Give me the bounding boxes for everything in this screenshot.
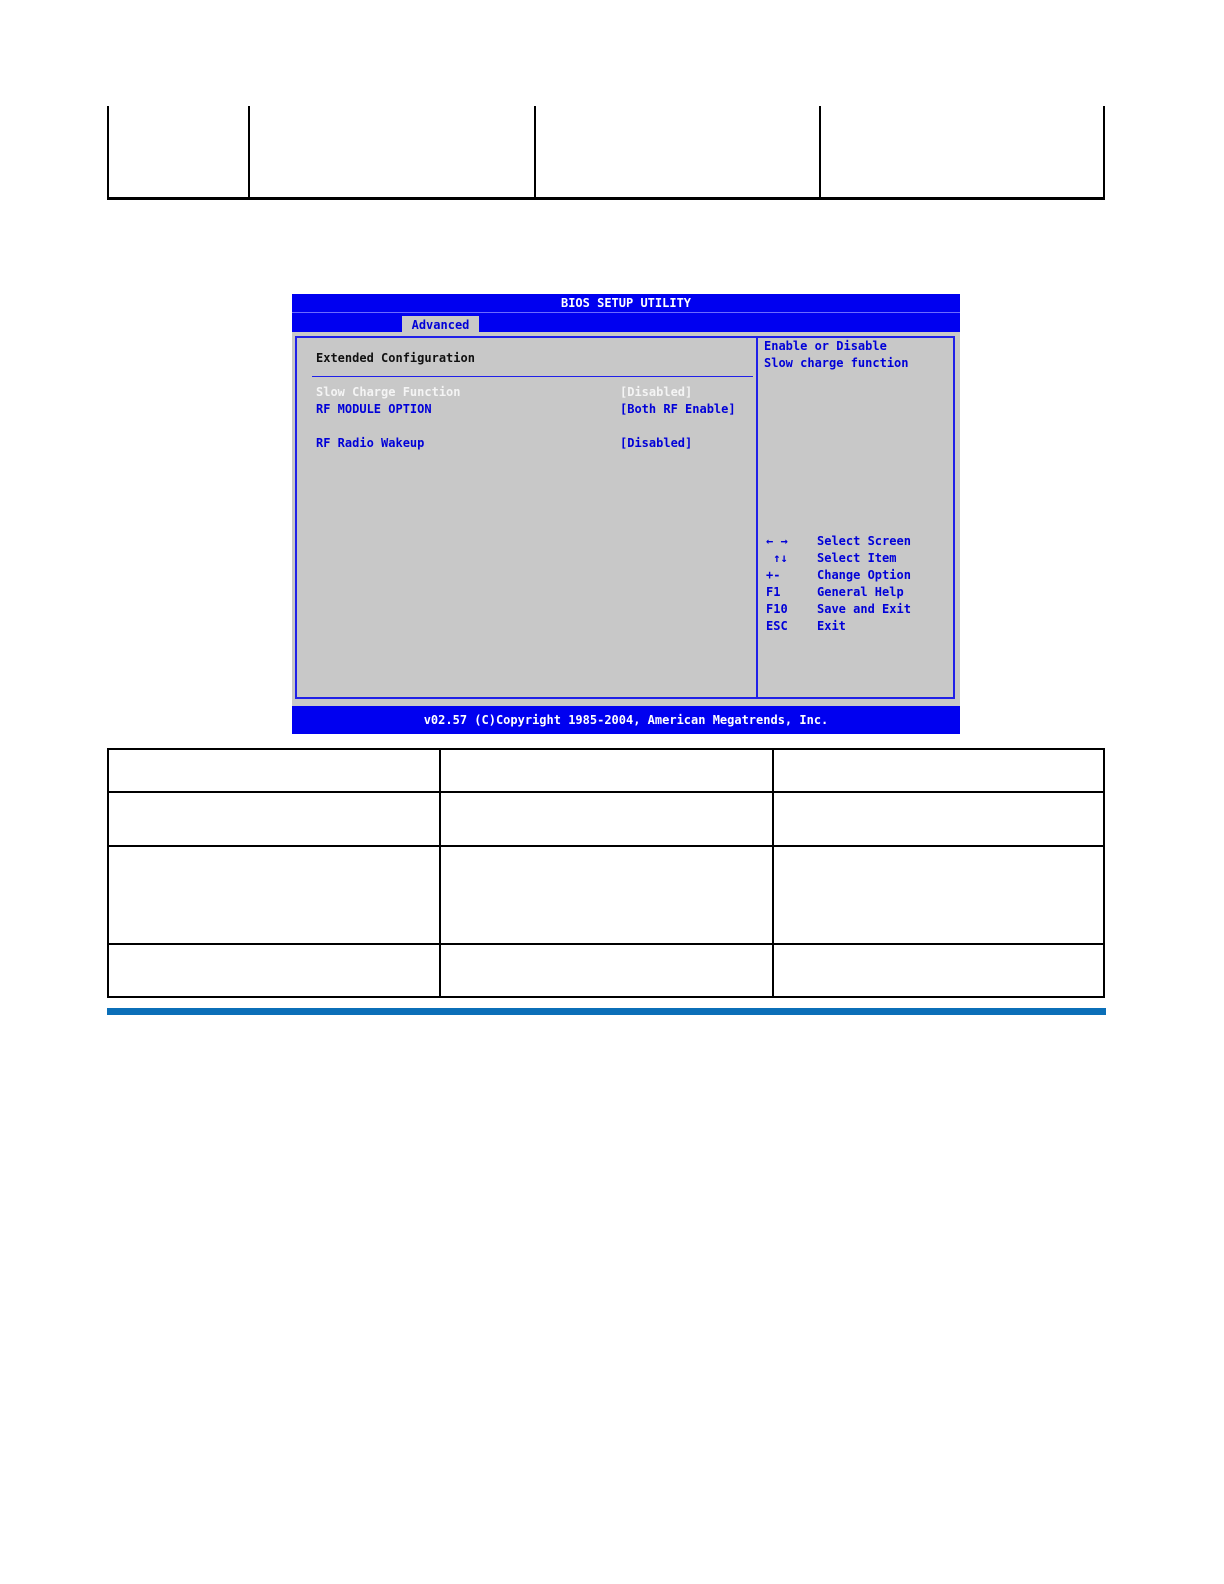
key-f1: F1 (766, 585, 781, 599)
option-slow-charge-function-value[interactable]: [Disabled] (620, 385, 693, 399)
table-column-divider (772, 750, 774, 996)
help-text: Enable or Disable Slow charge function (764, 339, 909, 370)
option-rf-module-option-label[interactable]: RF MODULE OPTION (316, 402, 432, 416)
table-row-divider (109, 845, 1103, 847)
key-action: Change Option (817, 568, 911, 582)
option-rf-radio-wakeup-value[interactable]: [Disabled] (620, 436, 693, 450)
key-legend-row (766, 567, 911, 584)
key-action: Exit (817, 619, 846, 633)
bios-tab-row (292, 312, 960, 332)
table-column-divider (534, 106, 536, 197)
bios-body (292, 332, 960, 706)
bios-setup-screen (292, 294, 960, 734)
key-legend-row (766, 550, 911, 567)
key-action: Select Item (817, 551, 897, 565)
option-slow-charge-function-label[interactable]: Slow Charge Function (316, 385, 461, 399)
table-row-divider (109, 943, 1103, 945)
key-legend-row (766, 533, 911, 550)
key-legend-row (766, 618, 911, 635)
bios-panel-divider (756, 336, 758, 699)
table-column-divider (248, 106, 250, 197)
key-legend-row (766, 584, 911, 601)
option-rf-module-option-value[interactable]: [Both RF Enable] (620, 402, 736, 416)
key-action: Save and Exit (817, 602, 911, 616)
option-rf-radio-wakeup-label[interactable]: RF Radio Wakeup (316, 436, 425, 450)
key-arrows-up-down: ↑↓ (766, 551, 788, 565)
key-arrows-left-right: ← → (766, 534, 788, 548)
section-divider-rule (107, 1008, 1106, 1015)
tab-advanced[interactable]: Advanced (402, 316, 479, 336)
heading-underline (312, 376, 753, 377)
key-plus-minus: +- (766, 568, 781, 582)
key-esc: ESC (766, 619, 788, 633)
bios-title-bar: BIOS SETUP UTILITY (560, 296, 692, 310)
table-column-divider (819, 106, 821, 197)
table-column-divider (439, 750, 441, 996)
top-table-fragment (107, 106, 1105, 200)
key-legend (766, 533, 911, 635)
key-action: General Help (817, 585, 904, 599)
table-row-divider (109, 791, 1103, 793)
key-f10: F10 (766, 602, 788, 616)
bottom-table (107, 748, 1105, 998)
key-action: Select Screen (817, 534, 911, 548)
key-legend-row (766, 601, 911, 618)
bios-footer-copyright: v02.57 (C)Copyright 1985-2004, American Megatrends, Inc. (423, 713, 829, 727)
section-heading: Extended Configuration (316, 351, 475, 365)
